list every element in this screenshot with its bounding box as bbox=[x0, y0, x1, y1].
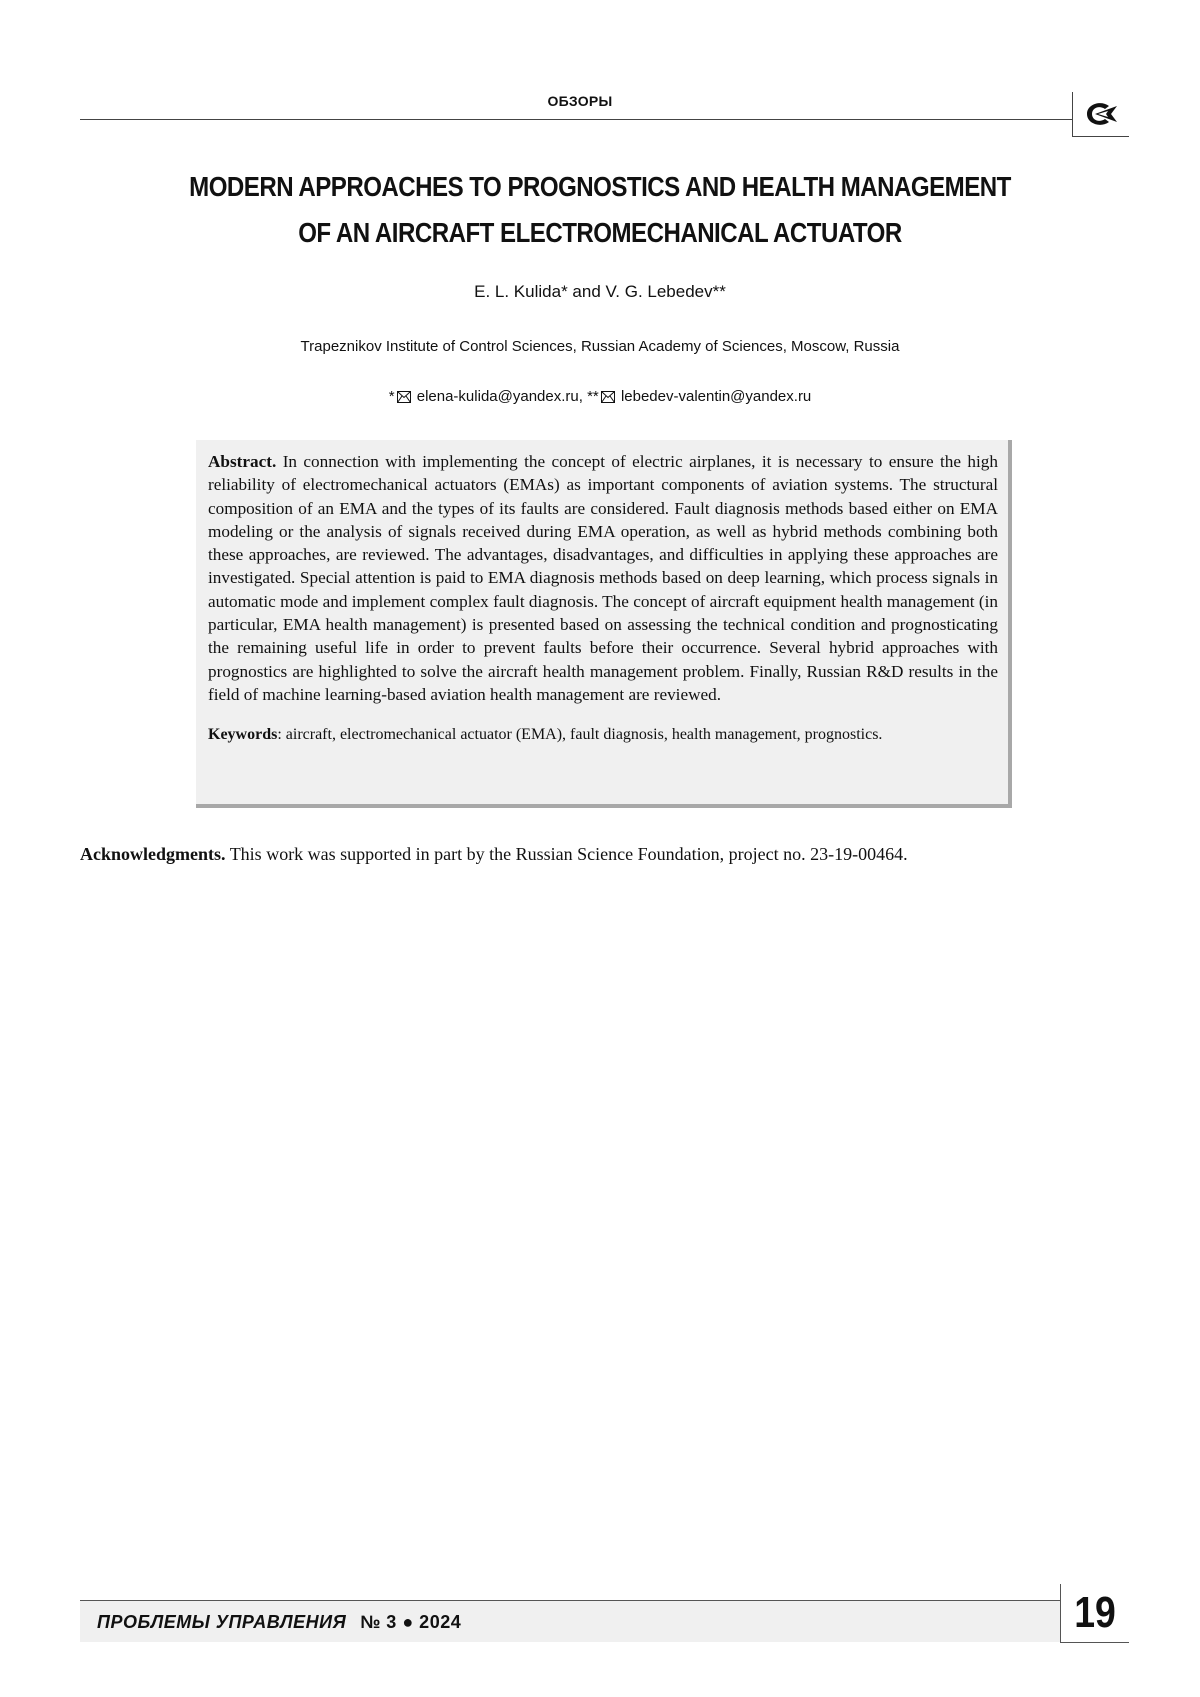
envelope-icon bbox=[601, 391, 615, 403]
abstract-text: In connection with implementing the concept of electric airplanes, it is necessary to ensure the high reliability of electromechanical actuators (EMAs) as important components of aviation systems. The structural composition of an EMA and the types of its faults are considered. Fault diagnosis methods based either on EMA modeling or the analysis of signals received during EMA operation, as well as hybrid methods combining both these approaches, are reviewed. The advantages, disadvantages, and difficulties in applying these approaches are investigated. Special attention is paid to EMA diagnosis methods based on deep learning, which process signals in automatic mode and implement complex fault diagnosis. The concept of aircraft equipment health management (in particular, EMA health management) is presented based on assessing the technical condition and prognosticating the remaining useful life in order to prevent faults before their occurrence. Several hybrid approaches with prognostics are highlighted to solve the aircraft health management problem. Finally, Russian R&D results in the field of machine learning-based aviation health management are reviewed. bbox=[208, 452, 998, 704]
journal-logo-icon bbox=[1081, 96, 1121, 132]
issue-info: № 3 ● 2024 bbox=[360, 1612, 462, 1632]
footer-rule bbox=[80, 1600, 1060, 1601]
abstract-box bbox=[196, 440, 1012, 808]
title-line-1: MODERN APPROACHES TO PROGNOSTICS AND HEALTH MANAGEMENT bbox=[189, 171, 1011, 202]
page-number-box bbox=[1060, 1584, 1129, 1643]
keywords-text: : aircraft, electromechanical actuator (EMA), fault diagnosis, health management, prognostics. bbox=[277, 726, 883, 744]
email-link-2[interactable]: lebedev-valentin@yandex.ru bbox=[620, 388, 812, 405]
email-prefix-1: * bbox=[388, 388, 395, 405]
header-rule bbox=[80, 119, 1072, 120]
page-number: 19 bbox=[1074, 1588, 1116, 1637]
abstract-label: Abstract. bbox=[208, 452, 277, 471]
abstract-paragraph bbox=[208, 450, 998, 706]
acknowledgments bbox=[80, 842, 1120, 866]
journal-name: ПРОБЛЕМЫ УПРАВЛЕНИЯ bbox=[97, 1612, 347, 1632]
affiliation: Trapeznikov Institute of Control Sciences, Russian Academy of Sciences, Moscow, Russia bbox=[300, 338, 900, 355]
running-header: ОБЗОРЫ bbox=[547, 93, 613, 109]
keywords-label: Keywords bbox=[208, 726, 278, 744]
email-link-1[interactable]: elena-kulida@yandex.ru, bbox=[416, 388, 583, 405]
acknowledgments-label: Acknowledgments. bbox=[80, 844, 226, 864]
acknowledgments-text: This work was supported in part by the Russian Science Foundation, project no. 23-19-00464. bbox=[225, 844, 908, 864]
email-prefix-2: ** bbox=[587, 388, 599, 405]
title-line-2: OF AN AIRCRAFT ELECTROMECHANICAL ACTUATOR bbox=[298, 217, 902, 248]
authors: E. L. Kulida* and V. G. Lebedev** bbox=[474, 282, 726, 301]
keywords-paragraph bbox=[208, 724, 998, 746]
journal-logo-box bbox=[1072, 92, 1129, 137]
footer-journal bbox=[97, 1612, 461, 1633]
article-title bbox=[187, 164, 1013, 256]
envelope-icon bbox=[397, 391, 411, 403]
author-emails bbox=[0, 388, 1200, 405]
